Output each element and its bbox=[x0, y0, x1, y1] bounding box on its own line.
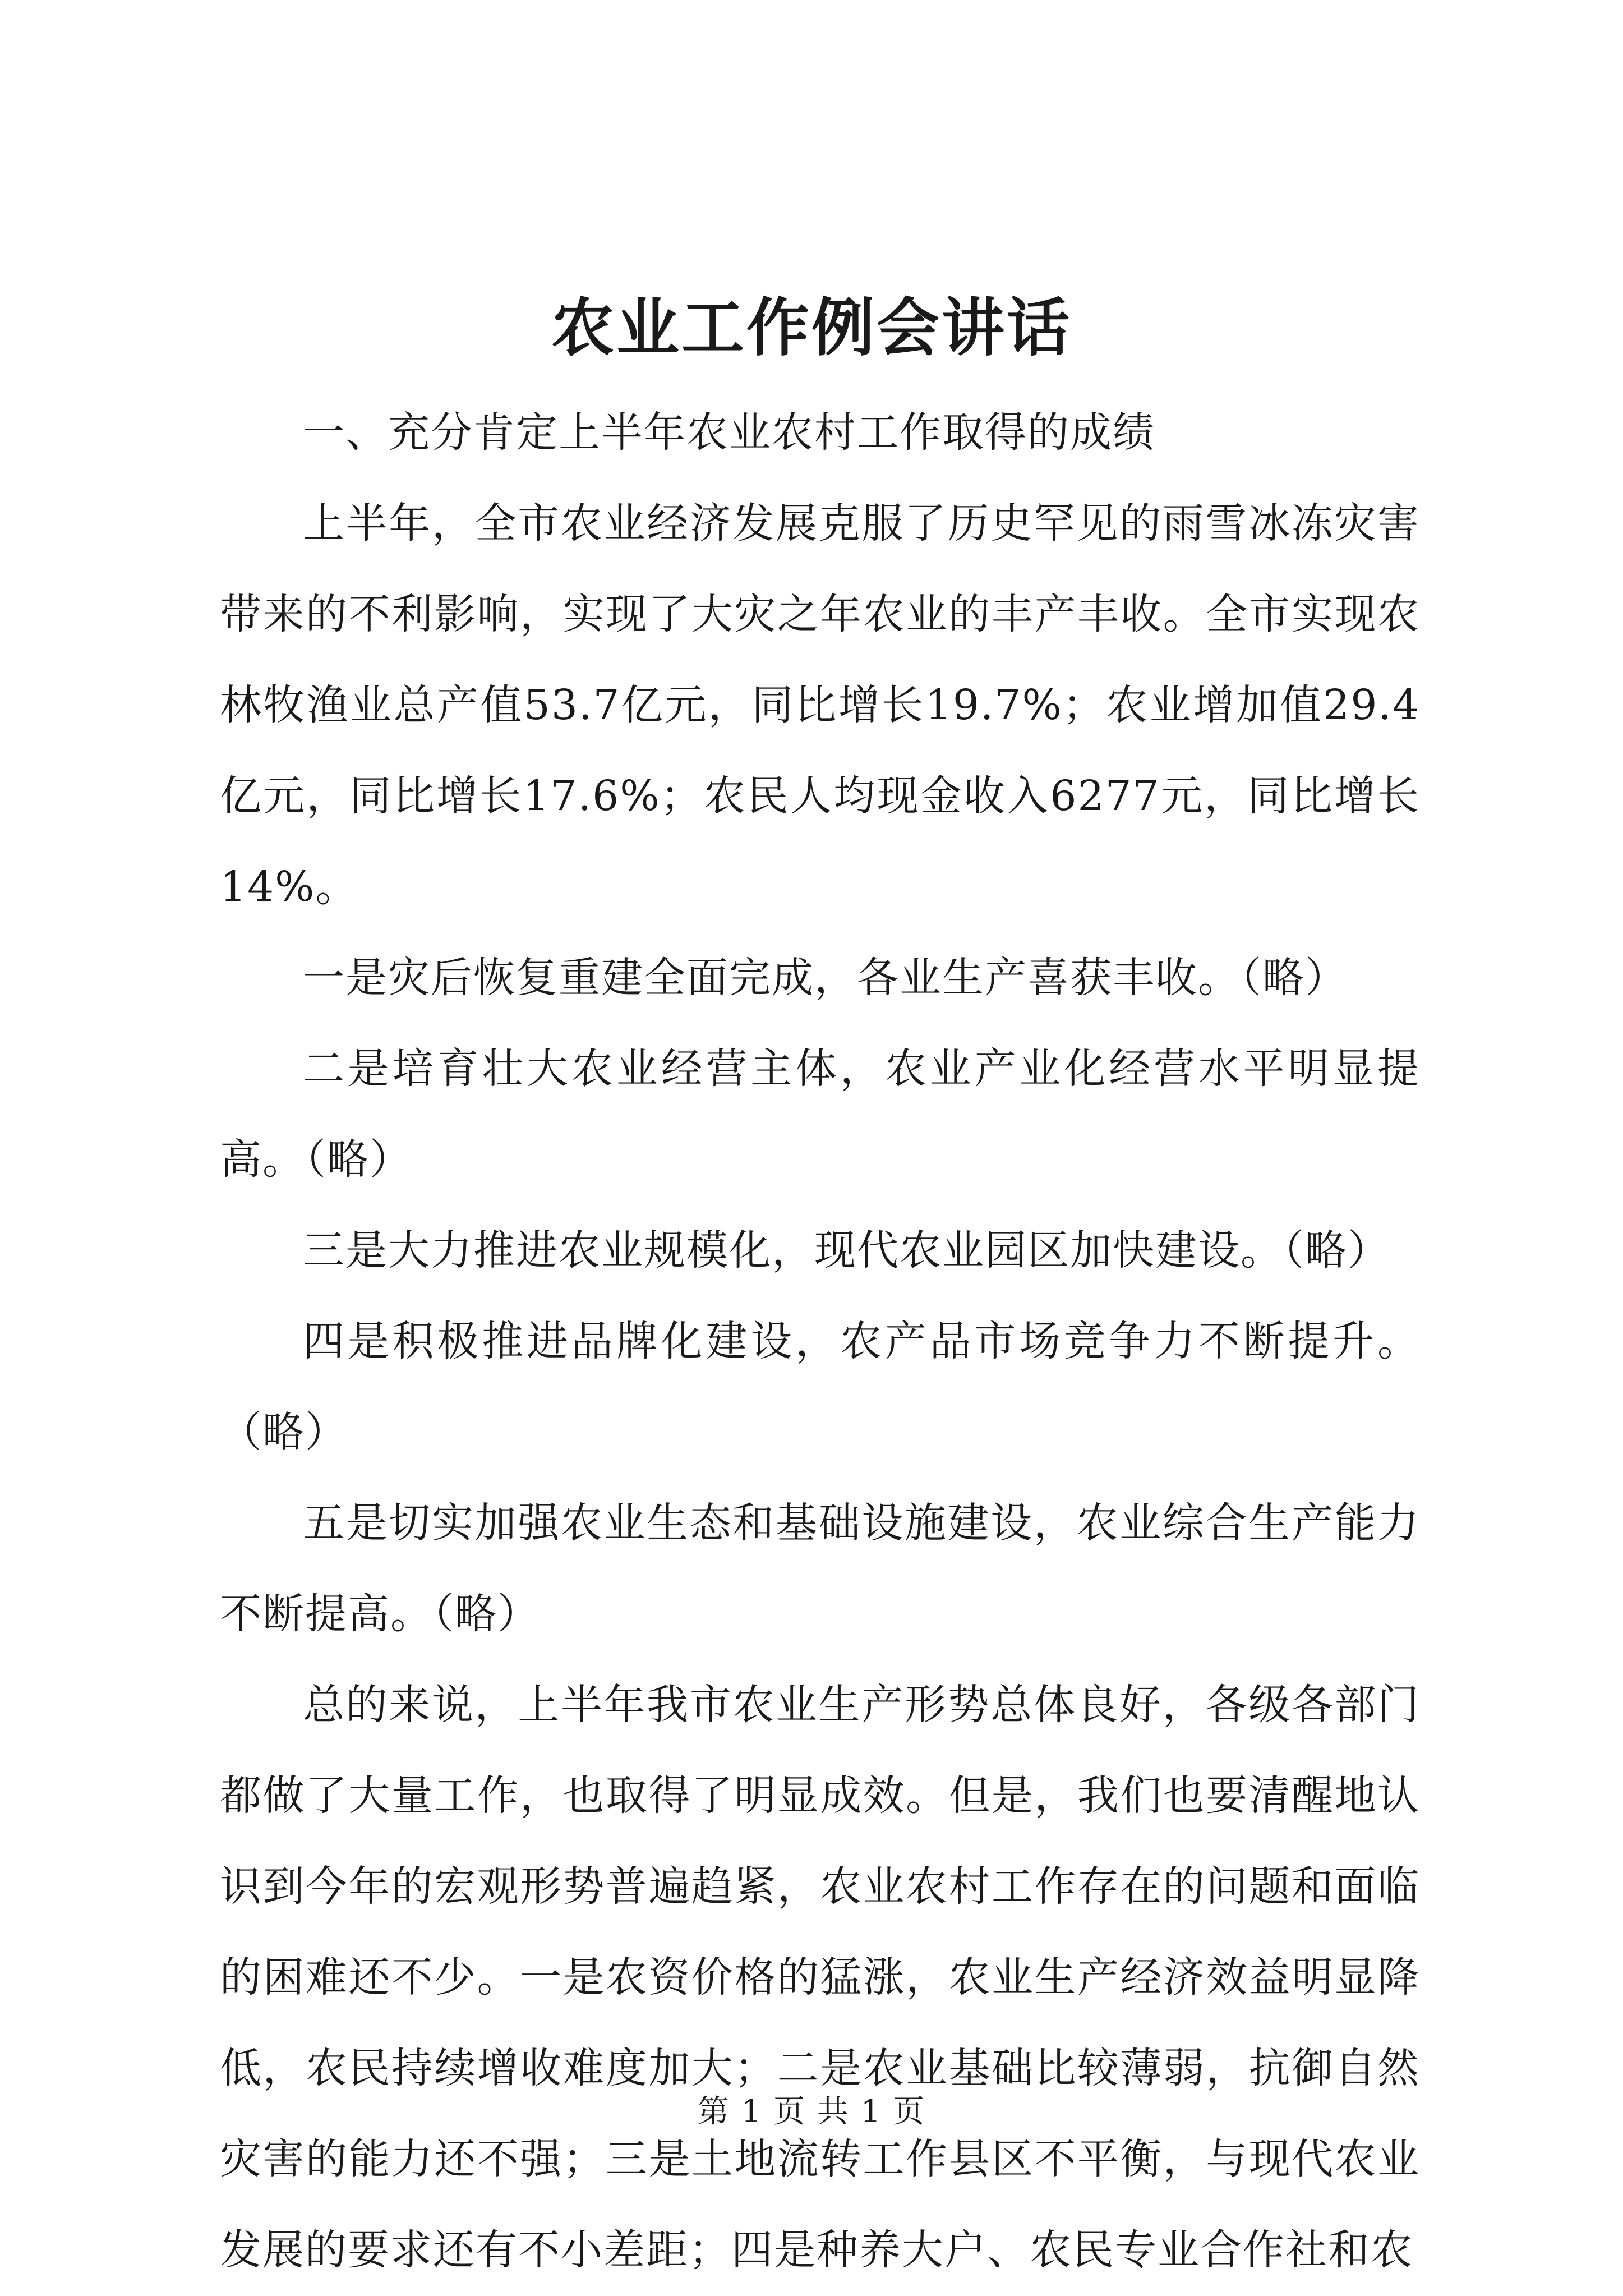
paragraph: 四是积极推进品牌化建设，农产品市场竞争力不断提升。（略） bbox=[220, 1317, 1420, 1456]
paragraph: 上半年，全市农业经济发展克服了历史罕见的雨雪冰冻灾害带来的不利影响，实现了大灾之年农业的丰产丰收。全市实现农林牧渔业总产值53.7亿元，同比增长19.7%；农业增加值29.4亿元，同比增长17.6%；农民人均现金收入6277元，同比增长14%。 bbox=[220, 499, 1420, 911]
document-title: 农业工作例会讲话 bbox=[551, 291, 1072, 365]
paragraph: 三是大力推进农业规模化，现代农业园区加快建设。（略） bbox=[303, 1226, 1390, 1274]
section-heading: 一、充分肯定上半年农业农村工作取得的成绩 bbox=[303, 408, 1155, 457]
document-body bbox=[220, 387, 1420, 2295]
page-number-footer: 第 1 页 共 1 页 bbox=[697, 2093, 926, 2130]
paragraph: 总的来说，上半年我市农业生产形势总体良好，各级各部门都做了大量工作，也取得了明显成效。但是，我们也要清醒地认识到今年的宏观形势普遍趋紧，农业农村工作存在的问题和面临的困难还不少。一是农资价格的猛涨，农业生产经济效益明显降低，农民持续增收难度加大；二是农业基础比较薄弱，抗御自然灾害的能力还不强；三是土地流转工作县区不平衡，与现代农业发展的要求还有不小差距；四是种养大户、农民专业合作社和农 bbox=[220, 1681, 1420, 2274]
paragraph: 一是灾后恢复重建全面完成，各业生产喜获丰收。（略） bbox=[303, 954, 1348, 1002]
paragraph: 五是切实加强农业生态和基础设施建设，农业综合生产能力不断提高。（略） bbox=[220, 1499, 1420, 1638]
paragraph: 二是培育壮大农业经营主体，农业产业化经营水平明显提高。（略） bbox=[220, 1045, 1420, 1184]
